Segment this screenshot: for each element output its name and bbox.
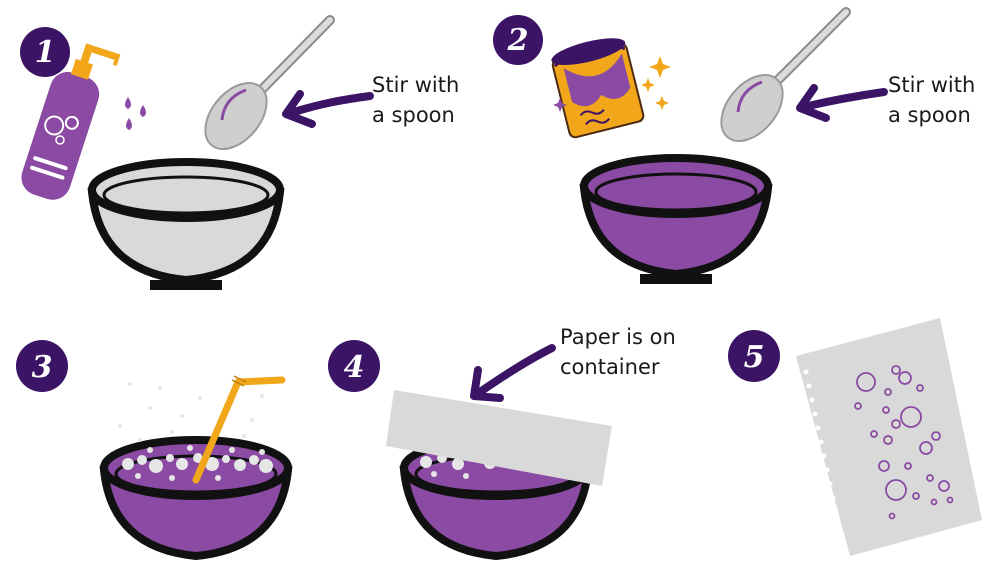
step-3-badge (16, 340, 68, 392)
step-4-number: 4 (343, 350, 365, 385)
bowl-icon (584, 158, 768, 284)
step-1-caption-line2: a spoon (372, 103, 455, 127)
step-2-number: 2 (507, 23, 529, 58)
spoon-icon (193, 20, 330, 161)
arrow-icon (286, 94, 370, 124)
step-1-number: 1 (34, 35, 56, 70)
soap-drops (125, 97, 146, 130)
step-3-number: 3 (31, 350, 53, 385)
step-5 (728, 318, 982, 556)
step-2-badge (493, 15, 543, 65)
step-2-caption-line1: Stir with (888, 73, 976, 97)
step-2 (493, 12, 975, 284)
bowl-icon (92, 162, 280, 290)
bubble-print-icon (796, 318, 982, 556)
step-5-number: 5 (743, 340, 765, 375)
arrow-icon (474, 348, 552, 398)
paint-can-icon (549, 33, 671, 139)
step-1-badge (20, 27, 70, 77)
step-3 (16, 340, 288, 556)
step-4-caption-line1: Paper is on (560, 325, 676, 349)
step-4-badge (328, 340, 380, 392)
step-2-caption-line2: a spoon (888, 103, 971, 127)
step-1-caption-line1: Stir with (372, 73, 460, 97)
spoon-icon (709, 12, 846, 153)
step-4-caption-line2: container (560, 355, 660, 379)
arrow-icon (800, 88, 884, 118)
step-5-badge (728, 330, 780, 382)
step-4 (328, 325, 676, 556)
step-1 (17, 20, 460, 290)
